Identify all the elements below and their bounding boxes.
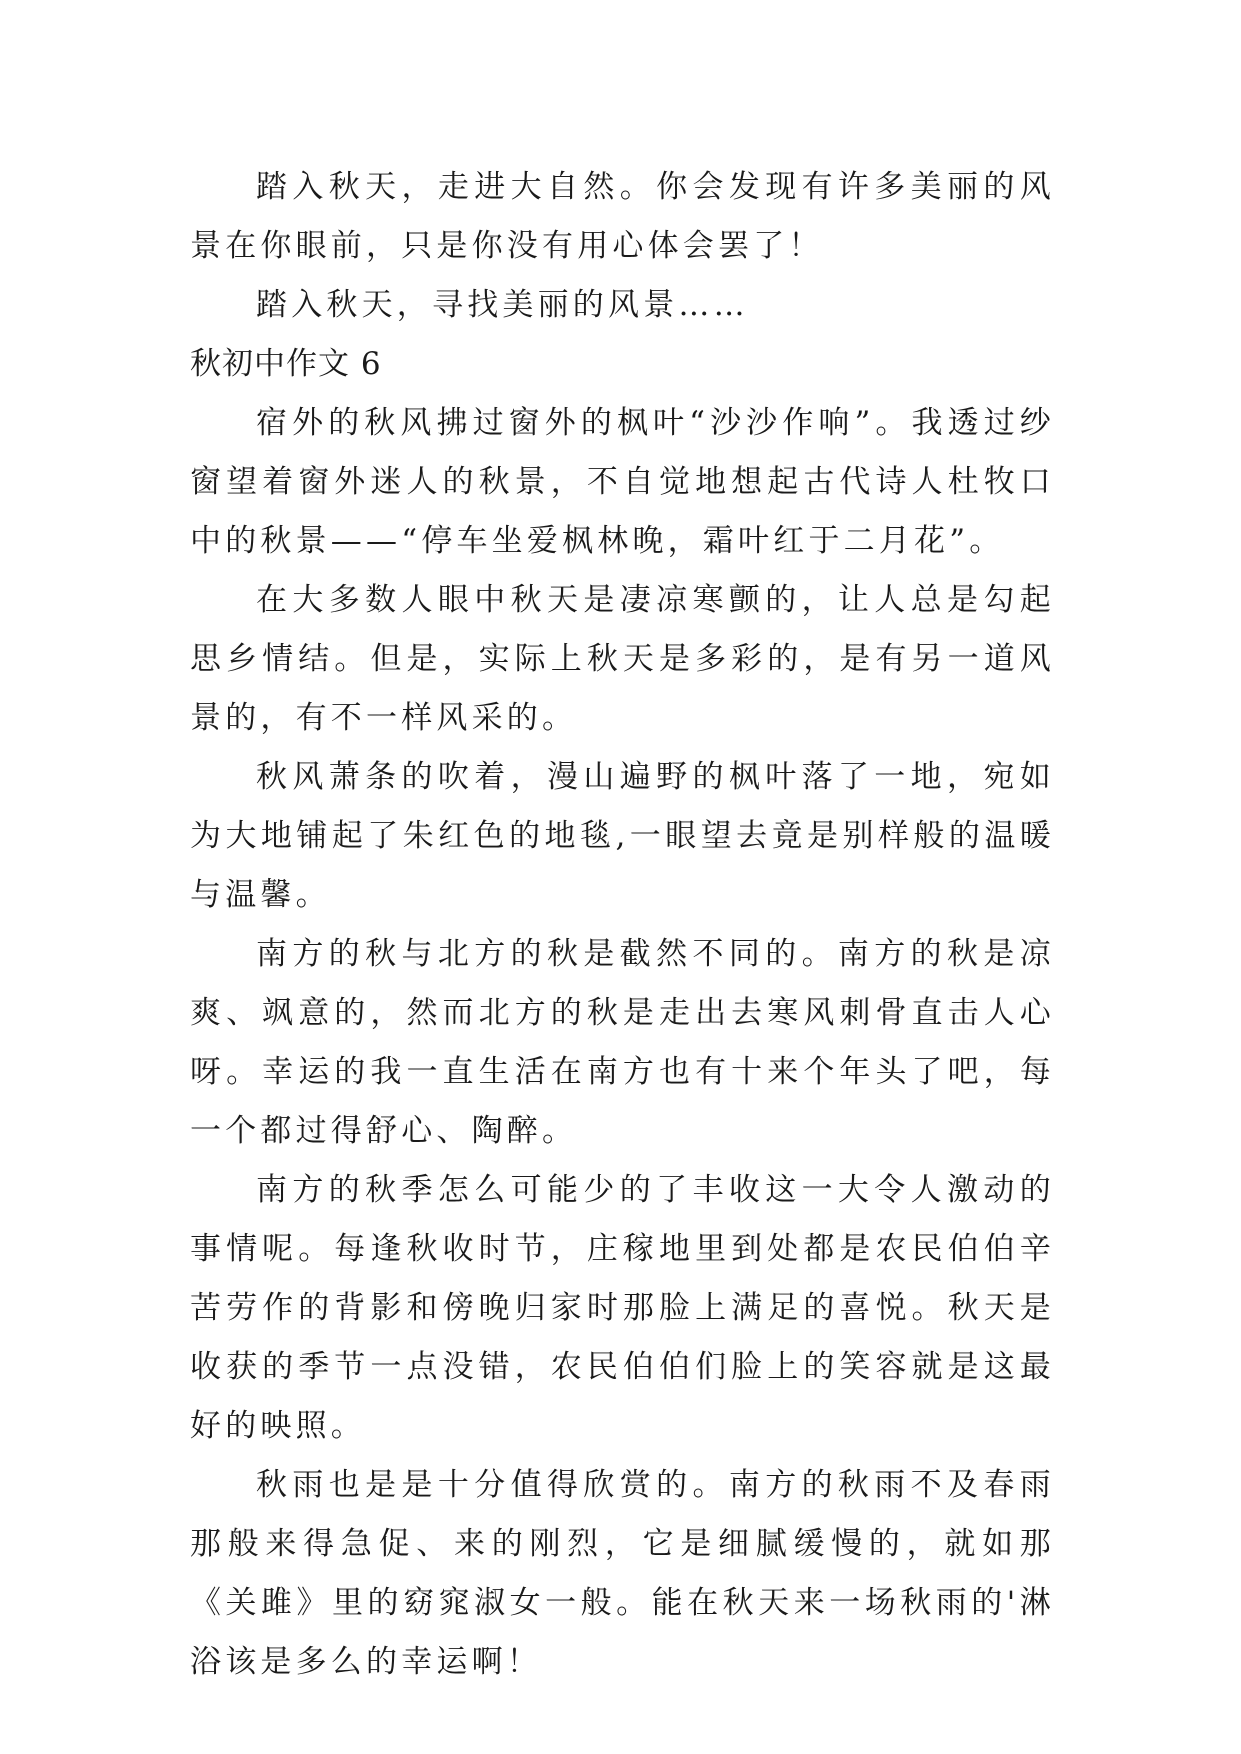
paragraph: 南方的秋季怎么可能少的了丰收这一大令人激动的事情呢。每逢秋收时节，庄稼地里到处都是农民伯伯辛苦劳作的背影和傍晚归家时那脸上满足的喜悦。秋天是收获的季节一点没错，农民伯伯们脸上的笑容就是这最好的映照。 [190, 1172, 1055, 1444]
section-heading: 秋初中作文 6 [190, 346, 382, 382]
paragraph: 踏入秋天，走进大自然。你会发现有许多美丽的风景在你眼前，只是你没有用心体会罢了！ [190, 169, 1055, 264]
paragraph: 在大多数人眼中秋天是凄凉寒颤的，让人总是勾起思乡情结。但是，实际上秋天是多彩的，是有另一道风景的，有不一样风采的。 [190, 582, 1055, 736]
paragraph: 秋风萧条的吹着，漫山遍野的枫叶落了一地，宛如为大地铺起了朱红色的地毯,一眼望去竟是别样般的温暖与温馨。 [190, 759, 1055, 913]
paragraph: 南方的秋与北方的秋是截然不同的。南方的秋是凉爽、飒意的，然而北方的秋是走出去寒风刺骨直击人心呀。幸运的我一直生活在南方也有十来个年头了吧，每一个都过得舒心、陶醉。 [190, 936, 1055, 1149]
paragraph: 踏入秋天，寻找美丽的风景…… [256, 287, 749, 323]
paragraph: 秋雨也是是十分值得欣赏的。南方的秋雨不及春雨那般来得急促、来的刚烈，它是细腻缓慢的，就如那《关雎》里的窈窕淑女一般。能在秋天来一场秋雨的'淋浴该是多么的幸运啊！ [190, 1467, 1055, 1680]
document-body [190, 158, 1055, 1692]
paragraph: 宿外的秋风拂过窗外的枫叶“沙沙作响”。我透过纱窗望着窗外迷人的秋景，不自觉地想起古代诗人杜牧口中的秋景——“停车坐爱枫林晚，霜叶红于二月花”。 [190, 405, 1055, 559]
